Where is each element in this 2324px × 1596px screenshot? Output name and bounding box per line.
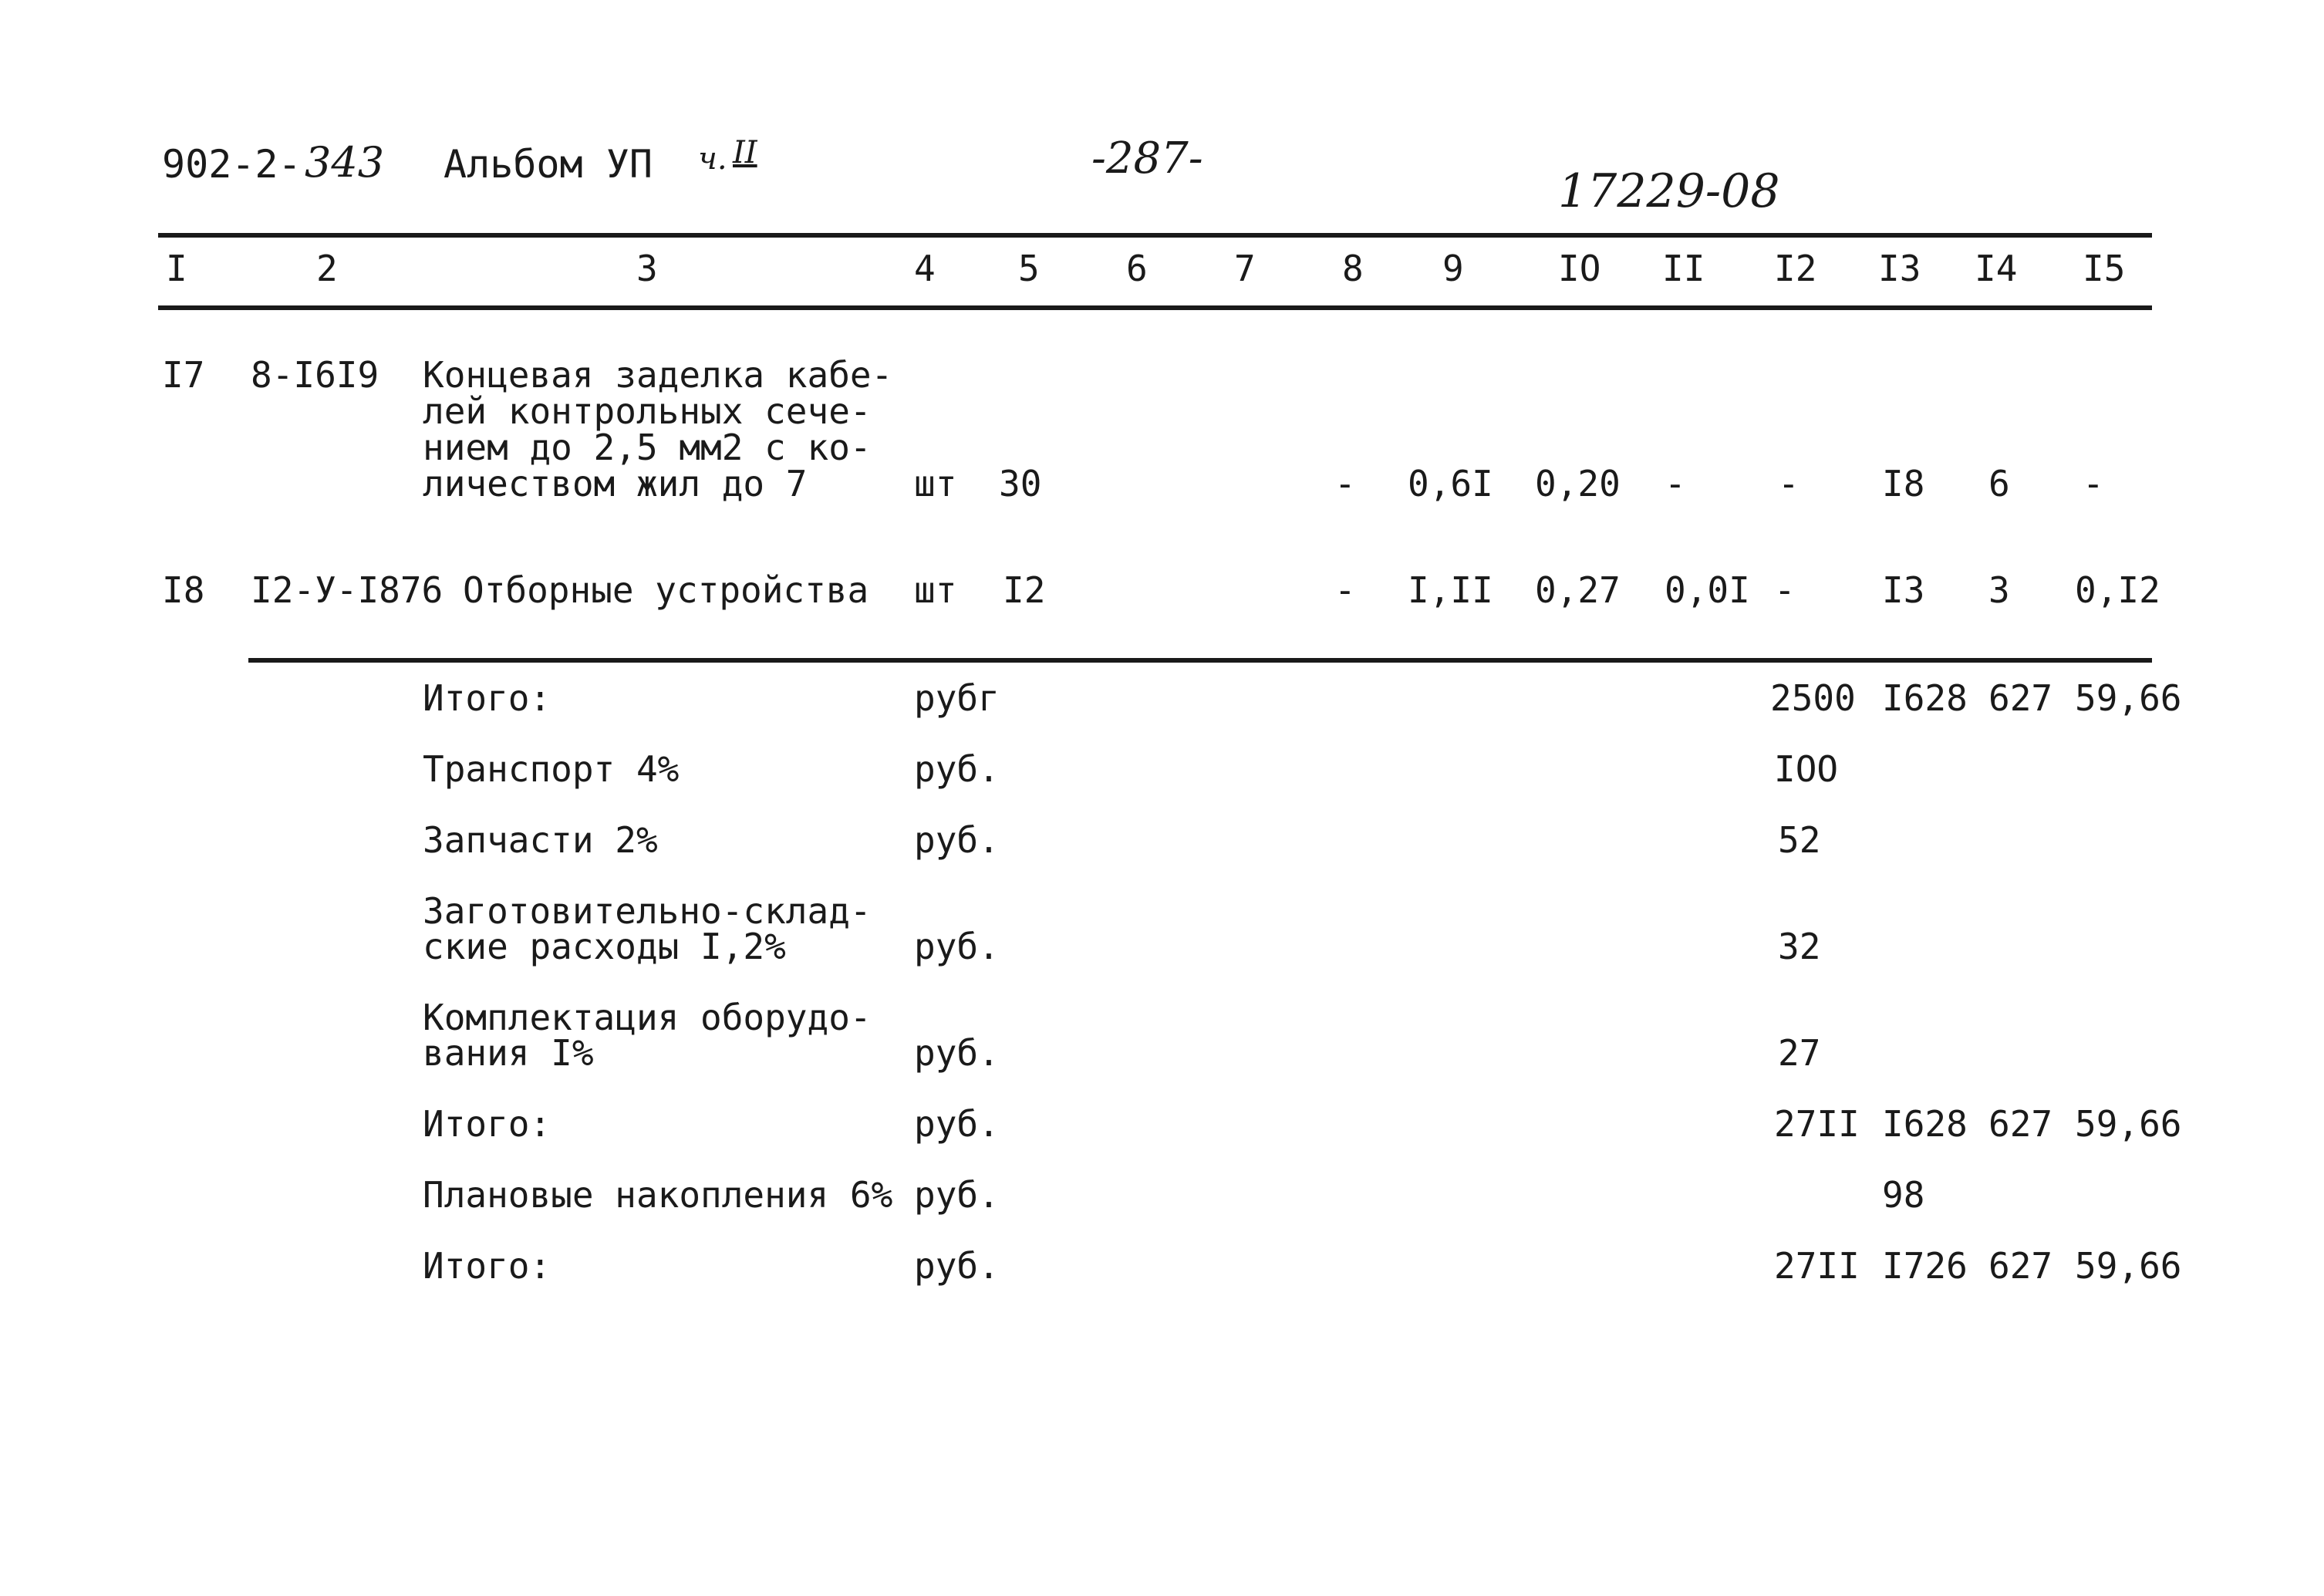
summary-col13: 98: [1882, 1174, 1925, 1216]
page-number: -287-: [1091, 133, 1203, 184]
row-description-line: Отборные устройства: [463, 569, 869, 611]
summary-unit: руб.: [914, 1103, 1000, 1145]
summary-unit: руб.: [914, 1174, 1000, 1216]
summary-col15: 59,66: [2075, 1245, 2182, 1287]
row-col8: -: [1334, 463, 1356, 504]
summary-label: Плановые накопления 6%: [423, 1174, 893, 1216]
row-col13: I8: [1882, 463, 1925, 504]
row-description-line: личеством жил до 7: [423, 463, 808, 504]
row-quantity: I2: [1003, 569, 1046, 611]
album-label: Альбом УП: [444, 142, 653, 187]
row-number: I8: [162, 569, 205, 611]
summary-col14: 627: [1988, 677, 2053, 719]
document-number: 17229-08: [1558, 164, 1780, 218]
summary-col14: 627: [1988, 1103, 2053, 1145]
summary-col14: 627: [1988, 1245, 2053, 1287]
summary-col13: I726: [1882, 1245, 1968, 1287]
summary-col15: 59,66: [2075, 1103, 2182, 1145]
row-description-line: Концевая заделка кабе-: [423, 354, 893, 396]
row-col12: -: [1774, 569, 1796, 611]
column-header: 6: [1126, 248, 1148, 289]
part-prefix: ч.: [698, 141, 727, 177]
project-code-handwritten: 343: [305, 138, 385, 187]
summary-col13: I628: [1882, 677, 1968, 719]
row-code: 8-I6I9: [251, 354, 379, 396]
row-quantity: 30: [999, 463, 1042, 504]
row-description-line: нием до 2,5 мм2 с ко-: [423, 427, 872, 468]
row-col14: 3: [1988, 569, 2010, 611]
table-top-rule: [158, 233, 2152, 238]
row-col9: 0,6I: [1408, 463, 1493, 504]
summary-col15: 59,66: [2075, 677, 2182, 719]
column-header: 8: [1342, 248, 1364, 289]
row-col13: I3: [1882, 569, 1925, 611]
column-header: I: [166, 248, 187, 289]
column-header: 4: [914, 248, 936, 289]
summary-label: ские расходы I,2%: [423, 926, 786, 967]
column-header: II: [1662, 248, 1705, 289]
summary-col12: 52: [1778, 819, 1821, 861]
row-col15: 0,I2: [2075, 569, 2160, 611]
summary-label: Запчасти 2%: [423, 819, 658, 861]
row-number: I7: [162, 354, 205, 396]
summary-col13: I628: [1882, 1103, 1968, 1145]
summary-col12: 27: [1778, 1032, 1821, 1074]
row-col14: 6: [1988, 463, 2010, 504]
summary-unit: руб.: [914, 819, 1000, 861]
column-header: 7: [1234, 248, 1256, 289]
row-col8: -: [1334, 569, 1356, 611]
summary-unit: руб.: [914, 1032, 1000, 1074]
summary-col12: IOO: [1774, 748, 1839, 790]
column-header: I3: [1878, 248, 1921, 289]
summary-col12: 32: [1778, 926, 1821, 967]
column-header: I2: [1774, 248, 1817, 289]
project-code: 902-2-: [162, 142, 302, 187]
summary-top-rule: [248, 658, 2152, 663]
summary-unit: рубг: [914, 677, 1000, 719]
summary-label: Итого:: [423, 1103, 551, 1145]
row-col15: -: [2083, 463, 2104, 504]
column-header: 5: [1018, 248, 1040, 289]
row-col10: 0,20: [1535, 463, 1621, 504]
column-header: IO: [1558, 248, 1601, 289]
column-header: I5: [2083, 248, 2126, 289]
summary-label: Заготовительно-склад-: [423, 890, 872, 932]
row-col10: 0,27: [1535, 569, 1621, 611]
summary-col12: 2500: [1770, 677, 1856, 719]
row-col9: I,II: [1408, 569, 1493, 611]
summary-label: Итого:: [423, 1245, 551, 1287]
summary-col12: 27II: [1774, 1245, 1860, 1287]
header-bottom-rule: [158, 305, 2152, 310]
row-col12: -: [1778, 463, 1799, 504]
column-header: 9: [1442, 248, 1464, 289]
column-header: 3: [636, 248, 658, 289]
row-col11: -: [1665, 463, 1686, 504]
summary-label: Итого:: [423, 677, 551, 719]
row-unit: шт: [914, 569, 957, 611]
row-description-line: лей контрольных сече-: [423, 390, 872, 432]
column-header: I4: [1975, 248, 2018, 289]
summary-unit: руб.: [914, 926, 1000, 967]
row-code: I2-У-I876: [251, 569, 444, 611]
column-header: 2: [316, 248, 338, 289]
summary-unit: руб.: [914, 1245, 1000, 1287]
part-number: II: [733, 135, 757, 170]
summary-label: Транспорт 4%: [423, 748, 680, 790]
summary-label: Комплектация оборудо-: [423, 997, 872, 1038]
summary-label: вания I%: [423, 1032, 594, 1074]
summary-unit: руб.: [914, 748, 1000, 790]
summary-col12: 27II: [1774, 1103, 1860, 1145]
row-col11: 0,0I: [1665, 569, 1750, 611]
row-unit: шт: [914, 463, 957, 504]
